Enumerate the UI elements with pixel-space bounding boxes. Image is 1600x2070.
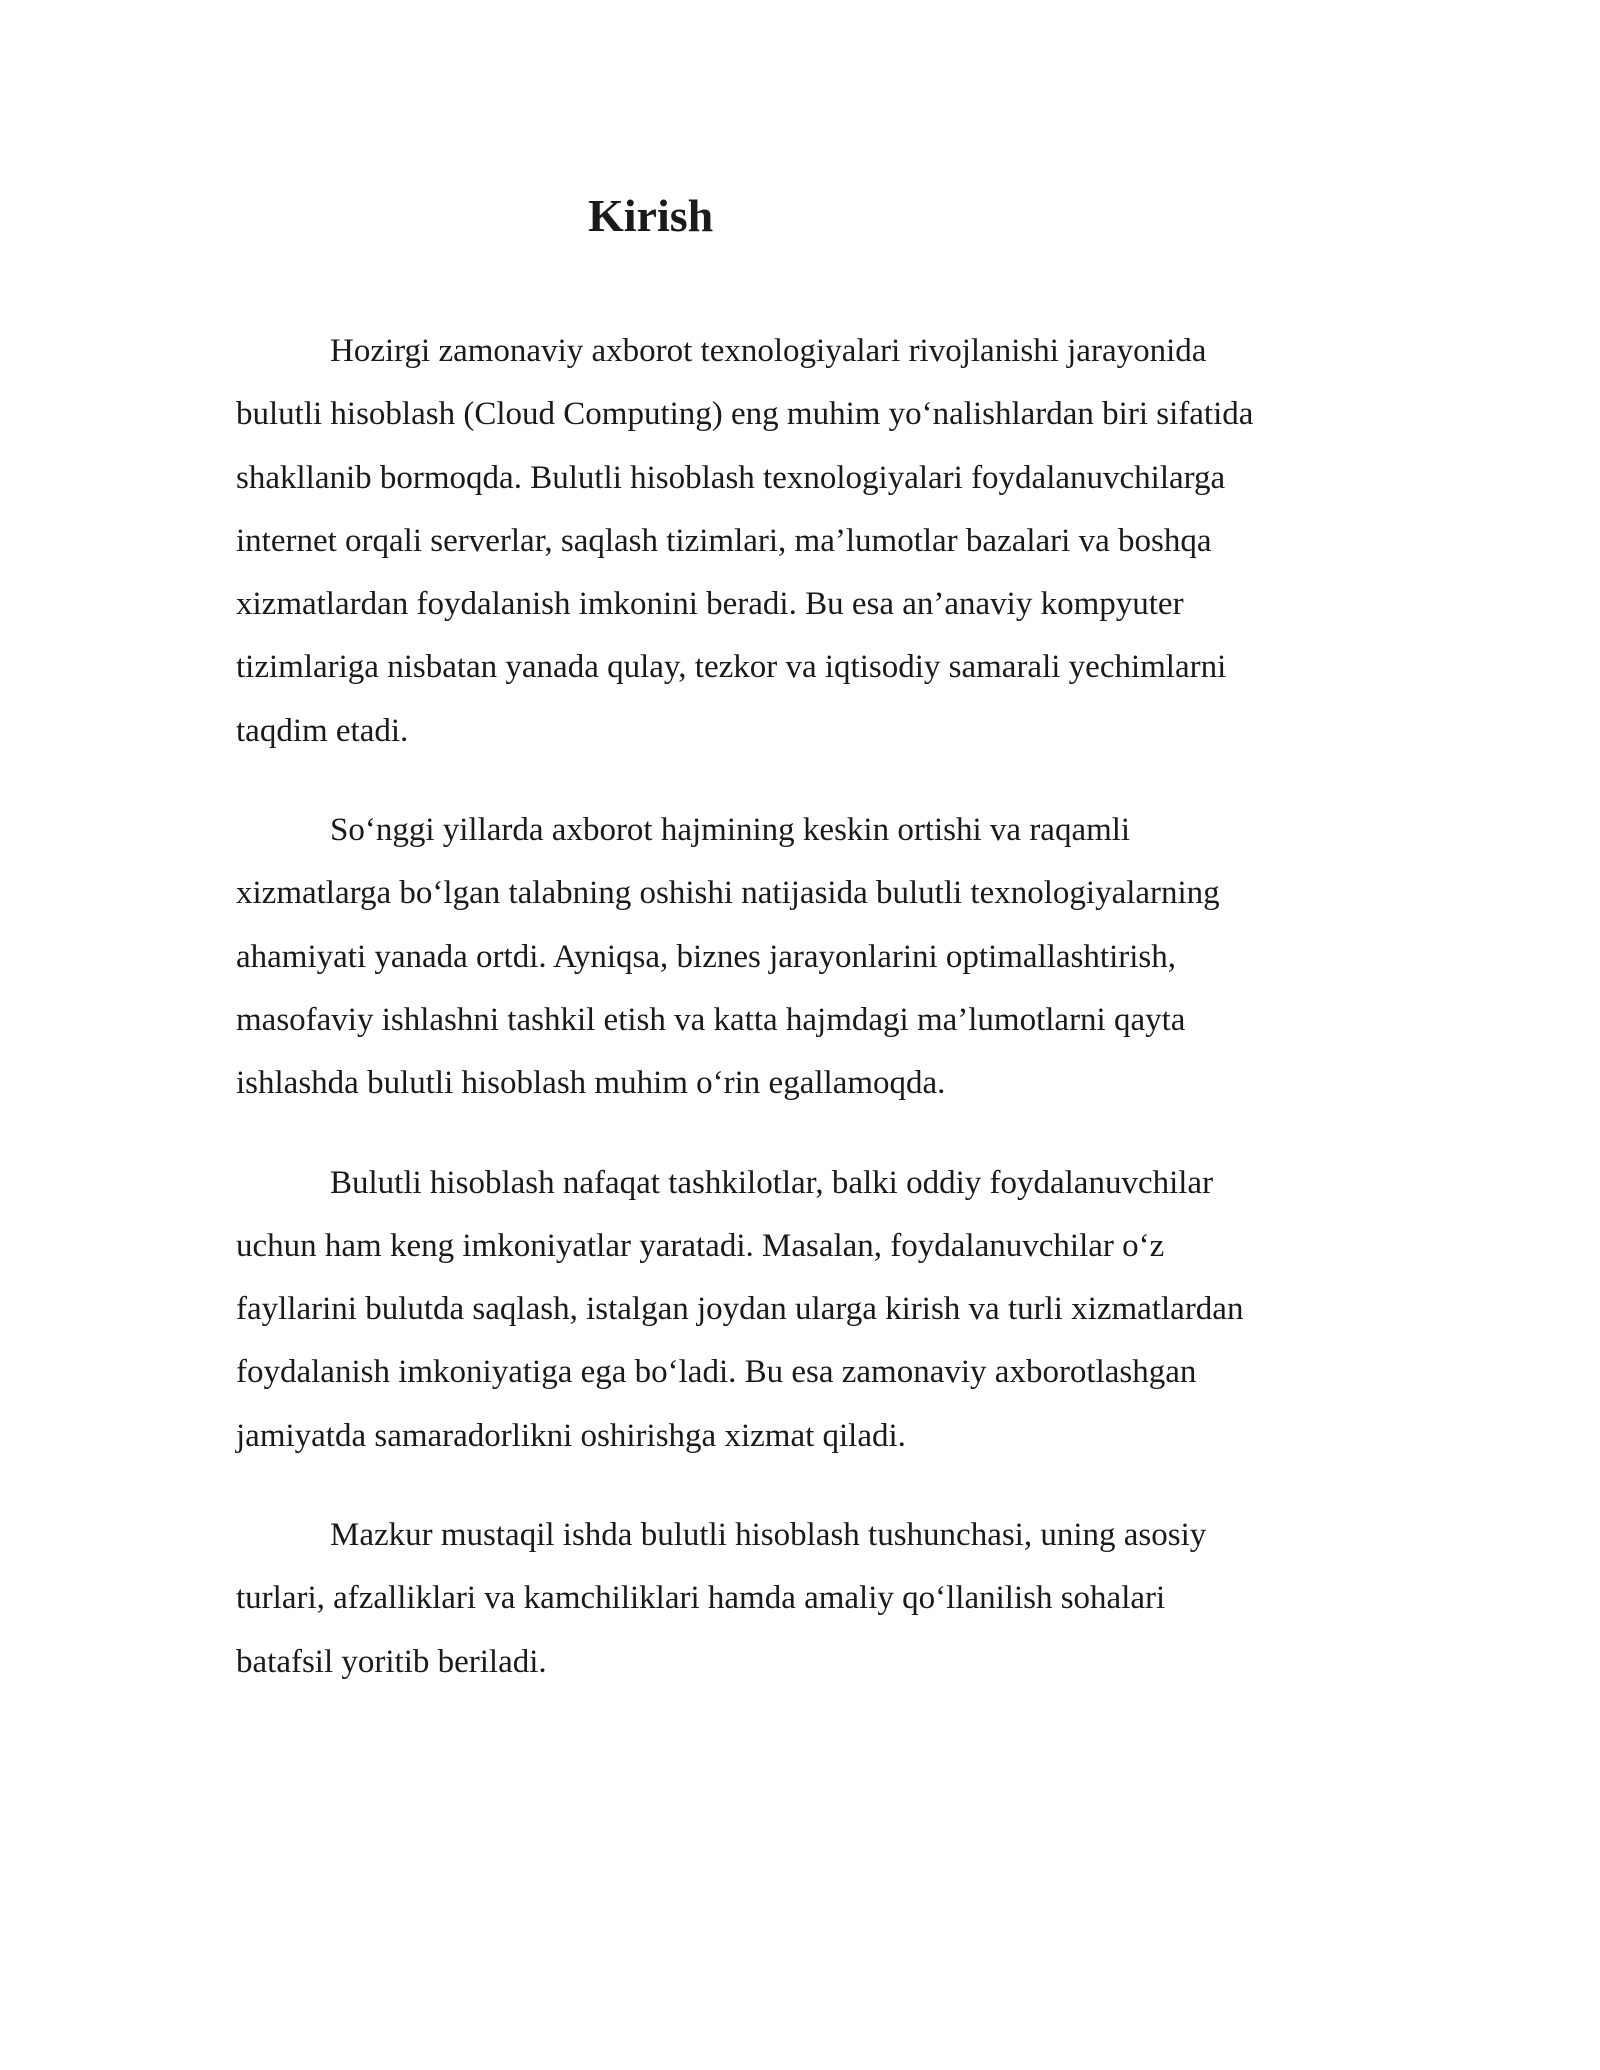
text-line: fayllarini bulutda saqlash, istalgan joydan ularga kirish va turli xizmatlardan	[236, 1291, 1244, 1328]
text-line: Mazkur mustaqil ishda bulutli hisoblash tushunchasi, uning asosiy	[330, 1517, 1207, 1554]
document-body	[236, 320, 1396, 1730]
text-line: ahamiyati yanada ortdi. Ayniqsa, biznes jarayonlarini optimallashtirish,	[236, 938, 1176, 975]
text-line: turlari, afzalliklari va kamchiliklari hamda amaliy qo‘llanilish sohalari	[236, 1580, 1166, 1617]
text-line: tizimlariga nisbatan yanada qulay, tezkor va iqtisodiy samarali yechimlarni	[236, 649, 1227, 686]
paragraph	[236, 1504, 1396, 1694]
text-line: internet orqali serverlar, saqlash tizimlari, ma’lumotlar bazalari va boshqa	[236, 522, 1212, 559]
paragraph	[236, 320, 1396, 763]
text-line: uchun ham keng imkoniyatlar yaratadi. Masalan, foydalanuvchilar o‘z	[236, 1227, 1165, 1264]
text-line: Bulutli hisoblash nafaqat tashkilotlar, balki oddiy foydalanuvchilar	[330, 1164, 1214, 1201]
text-line: batafsil yoritib beriladi.	[236, 1643, 547, 1680]
text-line: So‘nggi yillarda axborot hajmining keskin ortishi va raqamli	[330, 812, 1131, 849]
paragraph	[236, 1152, 1396, 1468]
text-line: foydalanish imkoniyatiga ega bo‘ladi. Bu esa zamonaviy axborotlashgan	[236, 1354, 1197, 1391]
paragraph	[236, 799, 1396, 1115]
text-line: ishlashda bulutli hisoblash muhim o‘rin egallamoqda.	[236, 1065, 946, 1102]
text-line: bulutli hisoblash (Cloud Computing) eng muhim yo‘nalishlardan biri sifatida	[236, 396, 1254, 433]
text-line: Hozirgi zamonaviy axborot texnologiyalari rivojlanishi jarayonida	[330, 333, 1207, 369]
text-line: taqdim etadi.	[236, 712, 409, 749]
text-line: shakllanib bormoqda. Bulutli hisoblash texnologiyalari foydalanuvchilarga	[236, 459, 1226, 496]
text-line: masofaviy ishlashni tashkil etish va katta hajmdagi ma’lumotlarni qayta	[236, 1001, 1186, 1038]
text-line: xizmatlardan foydalanish imkonini beradi. Bu esa an’anaviy kompyuter	[236, 586, 1184, 623]
text-line: xizmatlarga bo‘lgan talabning oshishi natijasida bulutli texnologiyalarning	[236, 875, 1220, 912]
text-line: jamiyatda samaradorlikni oshirishga xizmat qiladi.	[236, 1417, 906, 1454]
page-title: Kirish	[588, 190, 714, 241]
